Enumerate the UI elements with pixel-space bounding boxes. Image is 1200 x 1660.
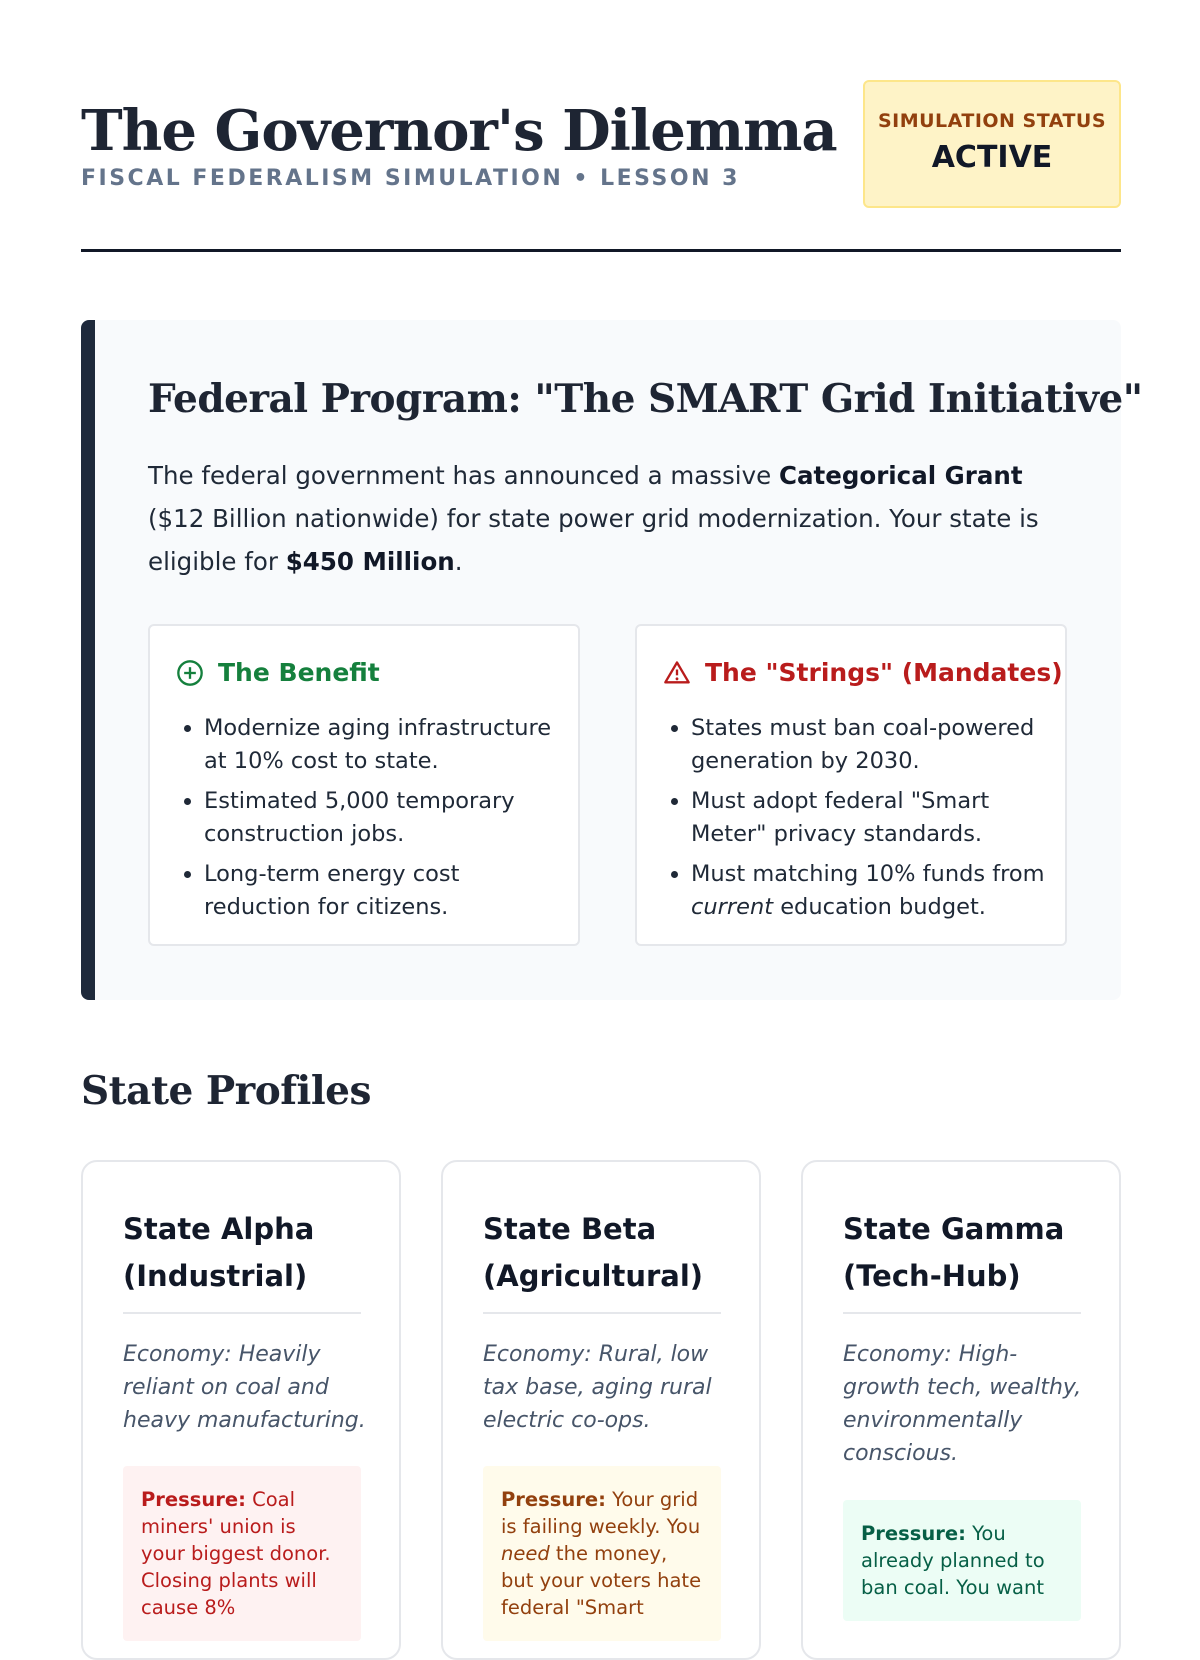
pressure-label: Pressure: (141, 1488, 246, 1511)
pressure-text: Your grid is failing weekly. You (501, 1488, 701, 1538)
pressure-text: You already planned to ban coal. You want (861, 1522, 1045, 1599)
pressure-box (483, 1466, 721, 1641)
mandates-box (635, 624, 1067, 946)
list-item: • Must adopt federal "Smart Meter" privacy standards. (691, 785, 1046, 851)
desc-text: . (454, 547, 463, 576)
card-economy: Economy: Heavily reliant on coal and heavy manufacturing. (123, 1342, 366, 1433)
card-economy: Economy: Rural, low tax base, aging rural electric co-ops. (483, 1342, 712, 1433)
pressure-text: Coal miners' union is your biggest donor. Closing plants will cause 8% (141, 1488, 331, 1619)
card-title: State Beta (Agricultural) (483, 1206, 721, 1314)
state-card-beta (441, 1160, 761, 1660)
warning-icon (663, 659, 691, 687)
pressure-box (843, 1500, 1081, 1621)
benefit-heading (176, 658, 380, 687)
list-item: • States must ban coal-powered generation by 2030. (691, 712, 1046, 778)
simulation-status-badge (863, 80, 1121, 208)
benefit-title: The Benefit (218, 658, 380, 687)
list-item (691, 858, 1046, 924)
benefit-box (148, 624, 580, 946)
grant-type: Categorical Grant (778, 461, 1023, 490)
list-item: • Modernize aging infrastructure at 10% cost to state. (204, 712, 559, 778)
list-item-text: education budget. (773, 894, 986, 920)
benefit-list (204, 712, 559, 931)
pressure-emphasis: need (501, 1542, 550, 1565)
card-title: State Gamma (Tech-Hub) (843, 1206, 1081, 1314)
federal-program-panel (81, 320, 1143, 1000)
list-item: • Long-term energy cost reduction for citizens. (204, 858, 559, 924)
list-item-emphasis: current (691, 894, 774, 920)
pressure-box (123, 1466, 361, 1641)
page-header (81, 78, 1121, 252)
plus-circle-icon (176, 659, 204, 687)
mandates-title: The "Strings" (Mandates) (705, 658, 1063, 687)
card-title: State Alpha (Industrial) (123, 1206, 361, 1314)
grant-amount: $450 Million (285, 547, 455, 576)
mandates-heading (663, 658, 1063, 687)
list-item: • Estimated 5,000 temporary construction jobs. (204, 785, 559, 851)
page-subtitle: FISCAL FEDERALISM SIMULATION • LESSON 3 (81, 166, 740, 191)
card-economy: Economy: High-growth tech, wealthy, environmentally conscious. (843, 1342, 1082, 1466)
status-label: SIMULATION STATUS (877, 110, 1107, 132)
pressure-text: the money, but your voters hate federal "Smart (501, 1542, 702, 1619)
pressure-label: Pressure: (501, 1488, 606, 1511)
desc-text: ($12 Billion nationwide) for state power grid modernization. Your state is eligible for (148, 504, 1039, 576)
program-title: Federal Program: "The SMART Grid Initiative" (148, 376, 1143, 422)
state-card-alpha (81, 1160, 401, 1660)
state-profiles-title: State Profiles (81, 1068, 371, 1114)
status-value: ACTIVE (931, 140, 1053, 175)
program-description (148, 454, 1078, 583)
list-item-text: Must matching 10% funds from (691, 861, 1045, 887)
desc-text: The federal government has announced a massive (148, 461, 779, 490)
page-title: The Governor's Dilemma (81, 98, 837, 164)
mandates-list (691, 712, 1046, 931)
state-card-gamma (801, 1160, 1121, 1660)
pressure-label: Pressure: (861, 1522, 966, 1545)
